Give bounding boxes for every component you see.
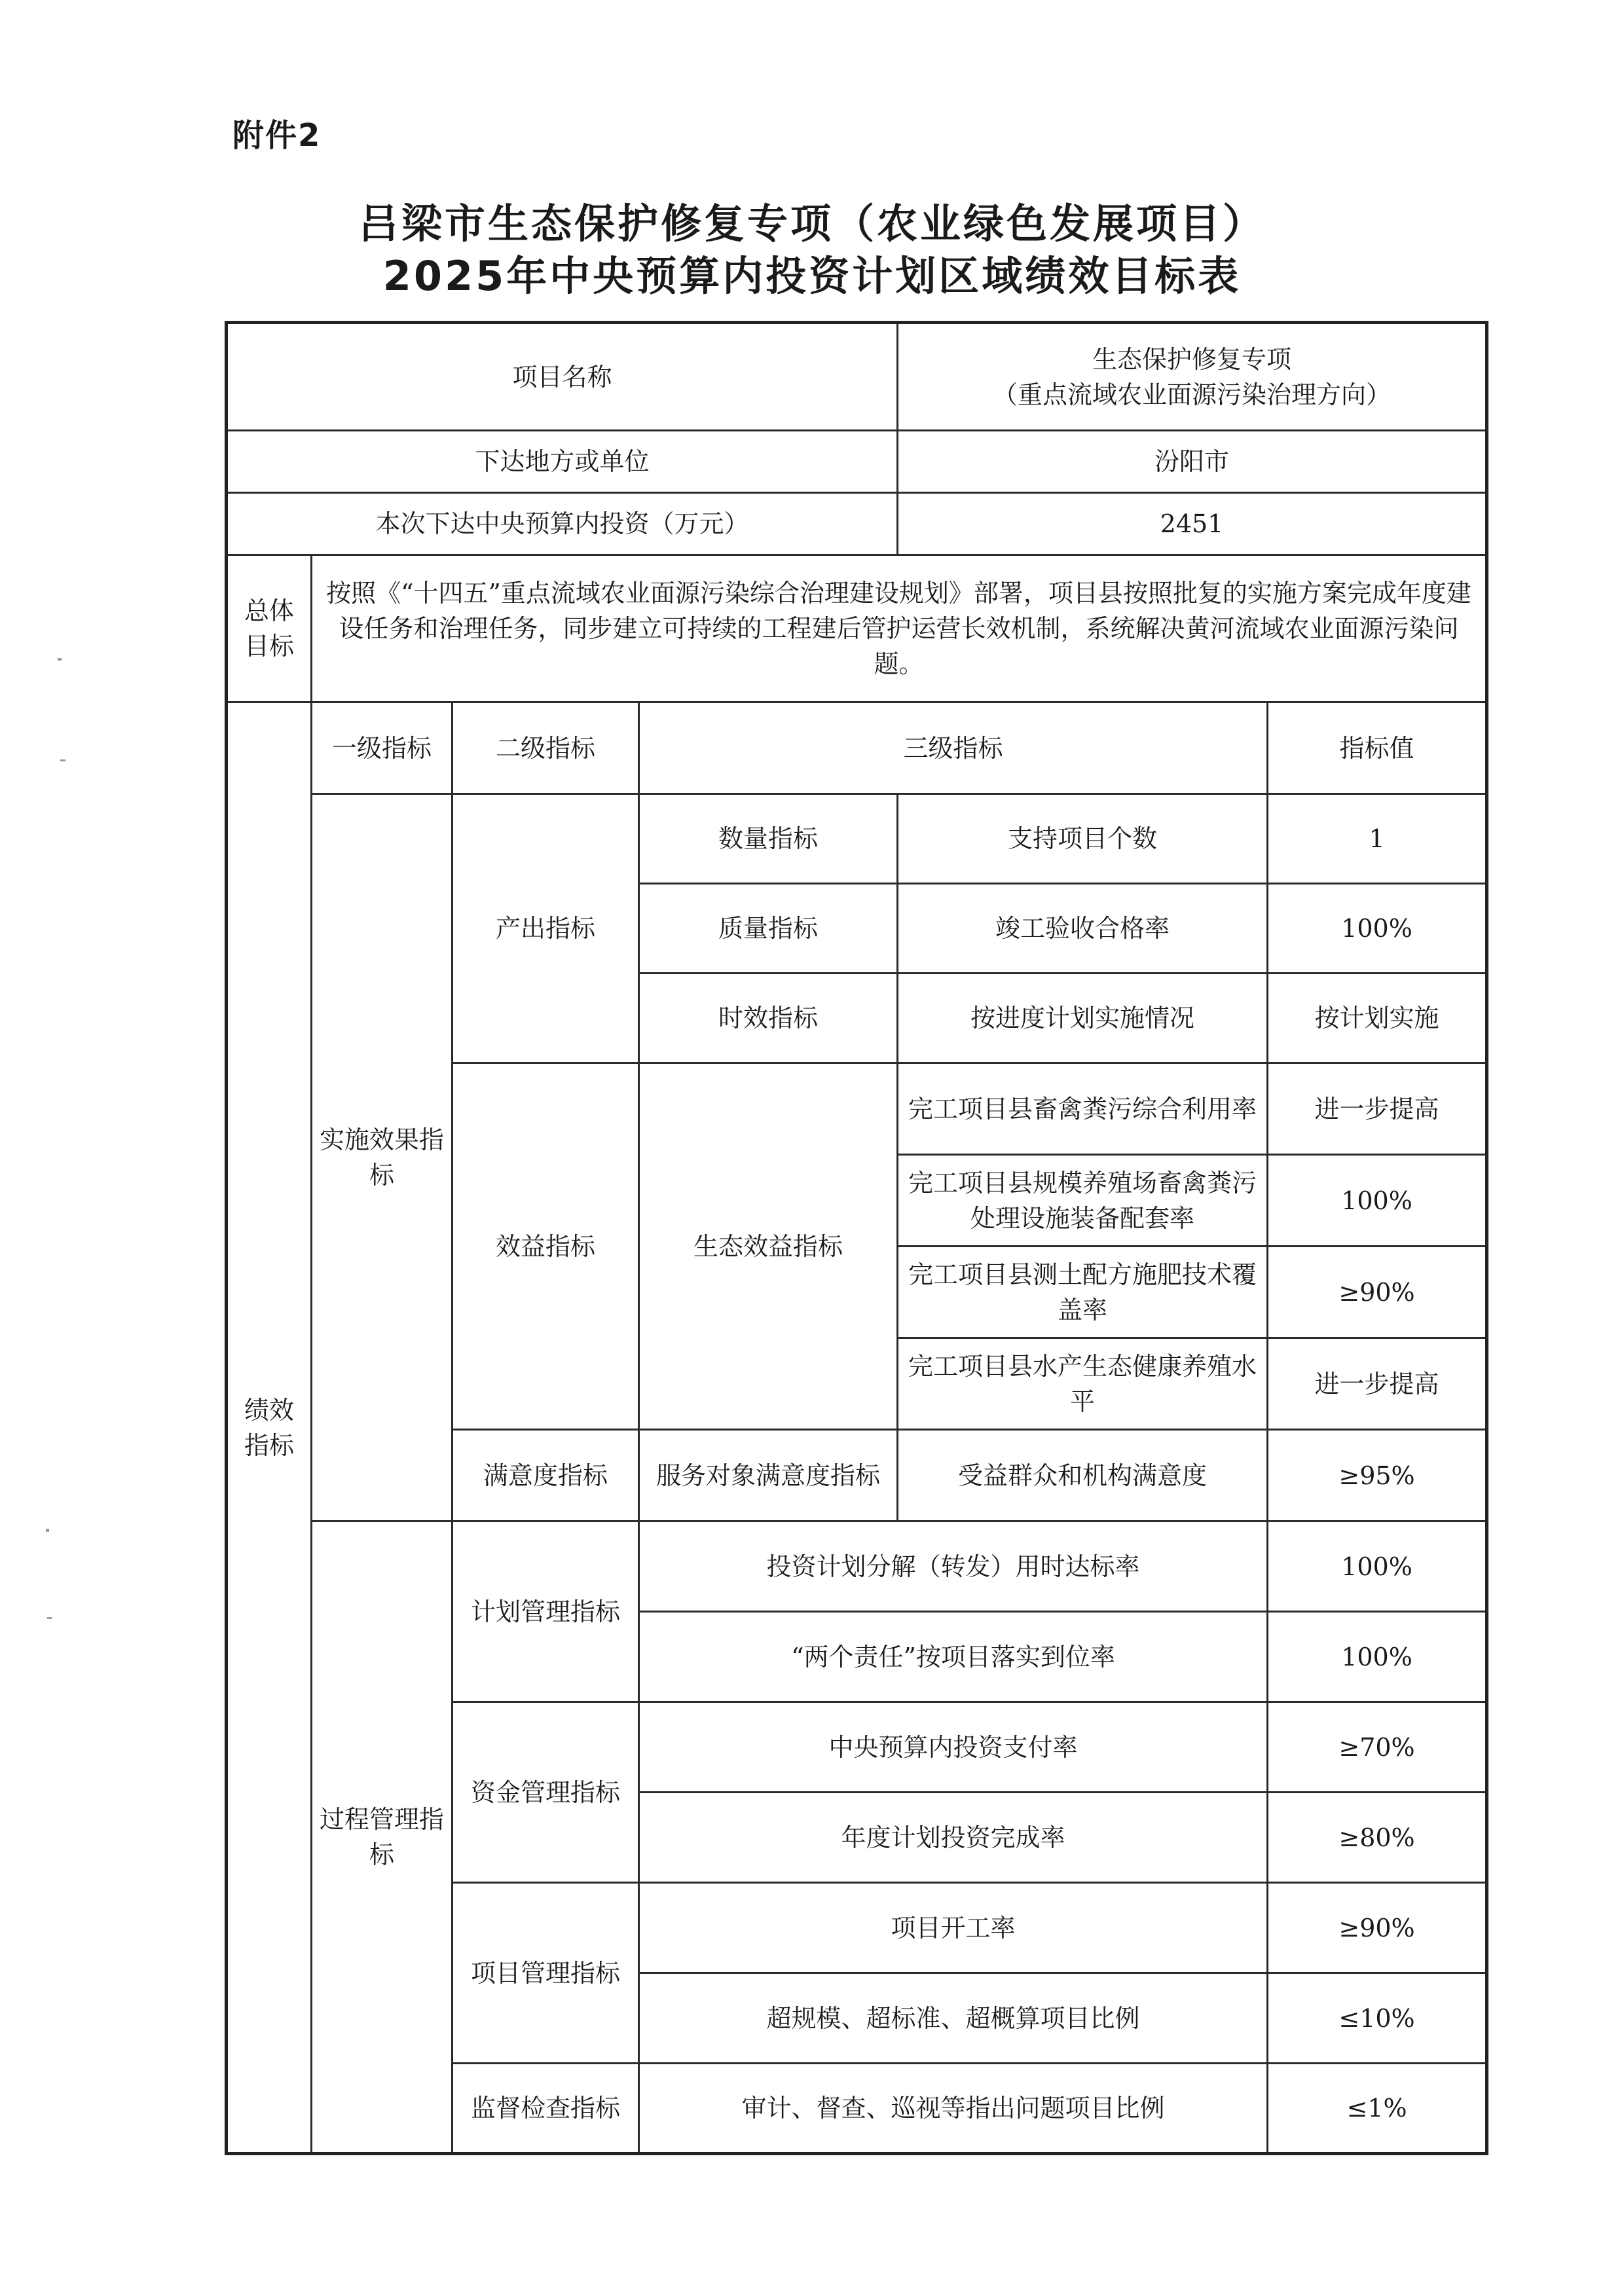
indicator-item: 项目开工率	[639, 1883, 1268, 1973]
project-management-label: 项目管理指标	[452, 1883, 639, 2064]
document-title-line1: 吕梁市生态保护修复专项（农业绿色发展项目）	[358, 200, 1266, 247]
indicator-value: ≥90%	[1268, 1247, 1487, 1338]
indicator-item: 投资计划分解（转发）用时达标率	[639, 1522, 1268, 1612]
document-title-line2: 2025年中央预算内投资计划区域绩效目标表	[382, 252, 1242, 300]
scan-speck	[46, 1529, 49, 1532]
scan-speck	[58, 658, 62, 661]
indicator-value: ≤1%	[1268, 2064, 1487, 2154]
table-row	[227, 555, 1487, 702]
investment-value: 2451	[898, 493, 1487, 555]
table-row	[227, 431, 1487, 493]
indicator-item: 完工项目县测土配方施肥技术覆盖率	[898, 1247, 1268, 1338]
sub-indicator: 数量指标	[639, 794, 898, 884]
place-value: 汾阳市	[898, 431, 1487, 493]
indicator-item: 超规模、超标准、超概算项目比例	[639, 1973, 1268, 2064]
supervision-label: 监督检查指标	[452, 2064, 639, 2154]
investment-label: 本次下达中央预算内投资（万元）	[227, 493, 898, 555]
project-name-line2: （重点流域农业面源污染治理方向）	[993, 380, 1392, 409]
indicator-value: 进一步提高	[1268, 1063, 1487, 1155]
project-name-value	[898, 323, 1487, 431]
header-level2: 二级指标	[452, 702, 639, 794]
place-label: 下达地方或单位	[227, 431, 898, 493]
indicator-item: 完工项目县畜禽粪污综合利用率	[898, 1063, 1268, 1155]
indicator-value: ≥70%	[1268, 1702, 1487, 1793]
header-level1: 一级指标	[312, 702, 452, 794]
ecological-benefit-label: 生态效益指标	[639, 1063, 898, 1430]
indicator-item: 受益群众和机构满意度	[898, 1430, 1268, 1522]
satisfaction-indicator-label: 满意度指标	[452, 1430, 639, 1522]
performance-table-container	[225, 321, 1485, 2155]
overall-goal-text: 按照《“十四五”重点流域农业面源污染综合治理建设规划》部署，项目县按照批复的实施方案完成年度建设任务和治理任务，同步建立可持续的工程建后管护运营长效机制，系统解决黄河流域农业面源污染问题。	[312, 555, 1487, 702]
indicator-item: 按进度计划实施情况	[898, 974, 1268, 1063]
performance-indicator-label: 绩效指标	[227, 702, 312, 2154]
indicator-item: 完工项目县水产生态健康养殖水平	[898, 1338, 1268, 1430]
indicator-item: 完工项目县规模养殖场畜禽粪污处理设施装备配套率	[898, 1155, 1268, 1247]
plan-management-label: 计划管理指标	[452, 1522, 639, 1702]
output-indicator-label: 产出指标	[452, 794, 639, 1063]
table-row	[227, 323, 1487, 431]
indicator-item: 年度计划投资完成率	[639, 1793, 1268, 1883]
indicator-item: 竣工验收合格率	[898, 884, 1268, 974]
indicator-value: ≥90%	[1268, 1883, 1487, 1973]
indicator-value: ≤10%	[1268, 1973, 1487, 2064]
indicator-item: 审计、督查、巡视等指出问题项目比例	[639, 2064, 1268, 2154]
indicator-value: 100%	[1268, 884, 1487, 974]
fund-management-label: 资金管理指标	[452, 1702, 639, 1883]
header-value: 指标值	[1268, 702, 1487, 794]
indicator-item: 中央预算内投资支付率	[639, 1702, 1268, 1793]
header-level3: 三级指标	[639, 702, 1268, 794]
table-row	[227, 794, 1487, 884]
sub-indicator: 时效指标	[639, 974, 898, 1063]
process-management-label: 过程管理指标	[312, 1522, 452, 2154]
service-satisfaction-label: 服务对象满意度指标	[639, 1430, 898, 1522]
sub-indicator: 质量指标	[639, 884, 898, 974]
table-row	[227, 1522, 1487, 1612]
impl-effect-label: 实施效果指标	[312, 794, 452, 1522]
indicator-value: 进一步提高	[1268, 1338, 1487, 1430]
indicator-value: ≥95%	[1268, 1430, 1487, 1522]
project-name-label: 项目名称	[227, 323, 898, 431]
overall-goal-label: 总体目标	[227, 555, 312, 702]
project-name-line1: 生态保护修复专项	[1092, 344, 1292, 374]
indicator-value: 按计划实施	[1268, 974, 1487, 1063]
indicator-item: “两个责任”按项目落实到位率	[639, 1612, 1268, 1702]
performance-target-table	[225, 321, 1488, 2155]
attachment-label: 附件2	[232, 117, 322, 154]
indicator-value: 100%	[1268, 1155, 1487, 1247]
table-row	[227, 702, 1487, 794]
indicator-value: 100%	[1268, 1522, 1487, 1612]
indicator-value: 1	[1268, 794, 1487, 884]
table-row	[227, 493, 1487, 555]
benefit-indicator-label: 效益指标	[452, 1063, 639, 1430]
indicator-value: 100%	[1268, 1612, 1487, 1702]
indicator-item: 支持项目个数	[898, 794, 1268, 884]
indicator-value: ≥80%	[1268, 1793, 1487, 1883]
scan-speck	[60, 759, 65, 761]
scan-speck	[47, 1617, 52, 1619]
